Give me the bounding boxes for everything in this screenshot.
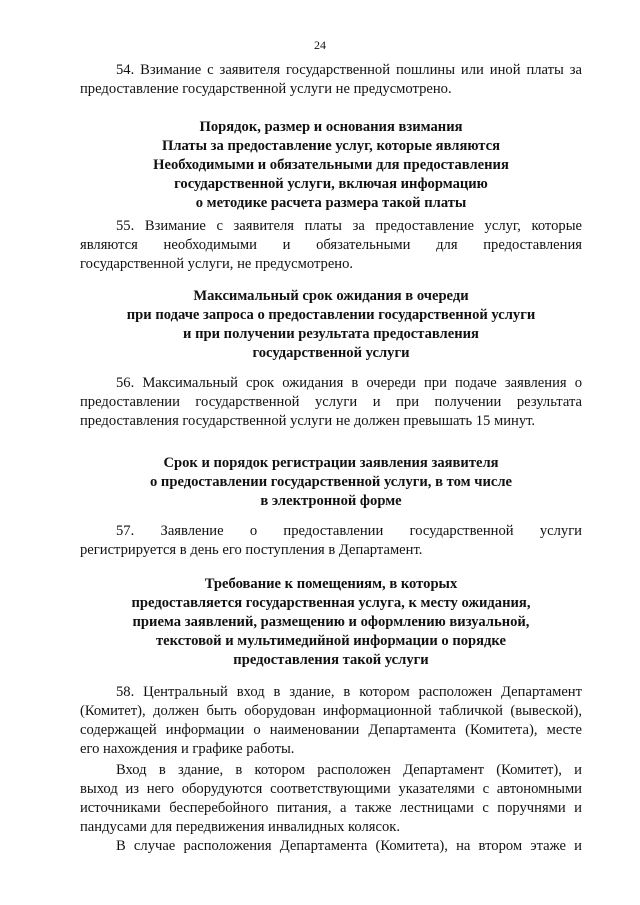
heading-line: в электронной форме — [260, 493, 402, 509]
paragraph-line: 55. Взимание с заявителя платы за предоставление услуг, которые — [116, 218, 582, 234]
paragraph-line: содержащей информации о наименовании Департамента (Комитета), месте — [80, 722, 582, 738]
paragraph-line: 58. Центральный вход в здание, в котором расположен Департамент — [116, 684, 582, 700]
page-number: 24 — [314, 38, 326, 52]
paragraph-line: государственной услуги, не предусмотрено. — [80, 256, 354, 272]
section-heading-registration — [80, 454, 582, 511]
paragraph-58-location — [80, 837, 582, 856]
paragraph-line: 56. Максимальный срок ожидания в очереди при подаче заявления о — [116, 375, 582, 391]
paragraph-56 — [80, 374, 582, 431]
heading-line: Платы за предоставление услуг, которые являются — [161, 138, 501, 154]
heading-line: предоставляется государственная услуга, к месту ожидания, — [131, 595, 531, 611]
paragraph-line: 54. Взимание с заявителя государственной пошлины или иной платы за — [116, 62, 582, 78]
heading-line: Порядок, размер и основания взимания — [199, 119, 463, 135]
heading-line: и при получении результата предоставления — [183, 326, 479, 342]
paragraph-line: выход из него оборудуются соответствующими указателями с автономными — [80, 781, 582, 797]
paragraph-54 — [80, 61, 582, 99]
heading-line: Максимальный срок ожидания в очереди — [193, 288, 469, 304]
paragraph-line: В случае расположения Департамента (Комитета), на втором этаже и — [116, 838, 582, 854]
heading-line: при подаче запроса о предоставлении государственной услуги — [126, 307, 536, 323]
paragraph-line: (Комитет), должен быть оборудован информационной табличкой (вывеской), — [80, 703, 582, 719]
heading-line: Требование к помещениям, в которых — [204, 576, 458, 592]
paragraph-58-entrance — [80, 761, 582, 837]
section-heading-fees — [80, 118, 582, 213]
heading-line: предоставления такой услуги — [233, 652, 429, 668]
heading-line: текстовой и мультимедийной информации о порядке — [156, 633, 506, 649]
section-heading-premises — [80, 575, 582, 670]
heading-line: о методике расчета размера такой платы — [195, 195, 467, 211]
heading-line: Необходимыми и обязательными для предоставления — [153, 157, 509, 173]
paragraph-line: его нахождения и графике работы. — [80, 741, 295, 757]
paragraph-58 — [80, 683, 582, 759]
paragraph-line: предоставлении государственной услуги и при получении результата — [80, 394, 582, 410]
section-heading-queue-time — [80, 287, 582, 363]
paragraph-57 — [80, 522, 582, 560]
paragraph-line: предоставления государственной услуги не должен превышать 15 минут. — [80, 413, 536, 429]
paragraph-line: являются необходимыми и обязательными для предоставления — [80, 237, 582, 253]
heading-line: приема заявлений, размещению и оформлению визуальной, — [132, 614, 530, 630]
paragraph-line: пандусами для передвижения инвалидных колясок. — [80, 819, 401, 835]
paragraph-line: регистрируется в день его поступления в Департамент. — [80, 542, 423, 558]
heading-line: государственной услуги, включая информацию — [174, 176, 488, 192]
paragraph-55 — [80, 217, 582, 274]
heading-line: Срок и порядок регистрации заявления заявителя — [163, 455, 499, 471]
paragraph-line: 57. Заявление о предоставлении государственной услуги — [116, 523, 582, 539]
heading-line: государственной услуги — [252, 345, 410, 361]
paragraph-line: источниками бесперебойного питания, а также лестницами с поручнями и — [80, 800, 582, 816]
heading-line: о предоставлении государственной услуги, в том числе — [149, 474, 512, 490]
paragraph-line: Вход в здание, в котором расположен Департамент (Комитет), и — [116, 762, 582, 778]
paragraph-line: предоставление государственной услуги не предусмотрено. — [80, 81, 452, 97]
